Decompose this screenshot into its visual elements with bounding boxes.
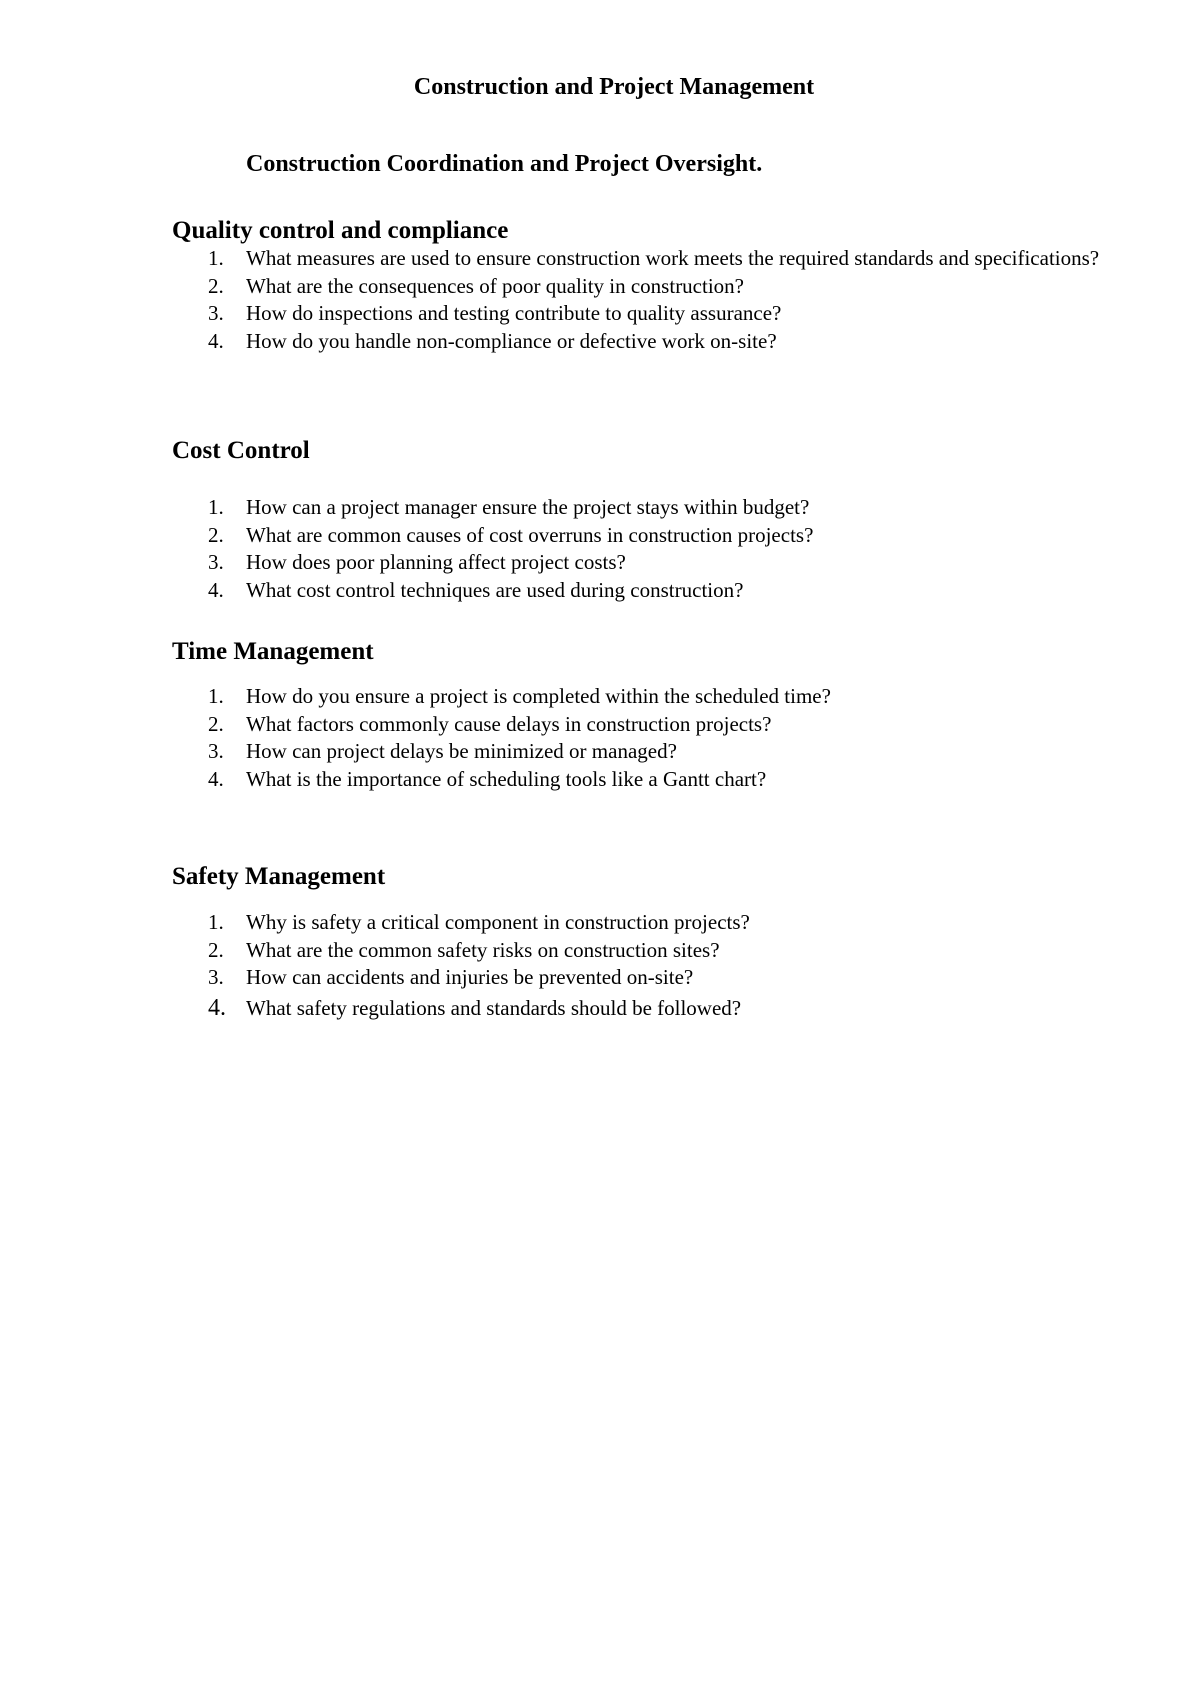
question-text: How can a project manager ensure the project stays within budget? [246, 495, 810, 519]
list-item [172, 577, 1102, 605]
document-subtitle: Construction Coordination and Project Oversight. [246, 151, 763, 177]
question-list-quality [172, 245, 1102, 355]
list-number: 1. [208, 495, 224, 519]
list-number: 3. [208, 965, 224, 989]
list-number: 3. [208, 550, 224, 574]
list-item [172, 300, 1102, 328]
list-item [172, 711, 1102, 739]
document-title: Construction and Project Management [413, 74, 815, 100]
question-text: Why is safety a critical component in construction projects? [246, 910, 750, 934]
list-item [172, 549, 1102, 577]
list-number: 4. [208, 577, 224, 602]
section-heading-time: Time Management [172, 638, 374, 665]
question-text: How do you ensure a project is completed within the scheduled time? [246, 684, 831, 708]
list-item [172, 909, 1102, 937]
list-number: 1. [208, 246, 224, 270]
list-number: 1. [208, 910, 224, 934]
list-item [172, 273, 1102, 301]
section-heading-quality: Quality control and compliance [172, 217, 509, 244]
question-text: What are common causes of cost overruns in construction projects? [246, 522, 814, 547]
list-item [172, 766, 1102, 794]
question-list-cost [172, 494, 1102, 604]
list-item [172, 494, 1102, 522]
question-text: What safety regulations and standards should be followed? [246, 995, 742, 1020]
question-text: How do inspections and testing contribute to quality assurance? [246, 301, 782, 325]
list-number: 4. [208, 994, 226, 1021]
question-text: What cost control techniques are used during construction? [246, 577, 744, 602]
question-text: How do you handle non-compliance or defective work on-site? [246, 328, 777, 353]
list-item [172, 522, 1102, 550]
list-number: 1. [208, 684, 224, 708]
question-text: How does poor planning affect project costs? [246, 550, 626, 574]
list-number: 2. [208, 273, 224, 298]
list-item [172, 992, 1102, 1025]
list-item [172, 937, 1102, 965]
section-heading-cost: Cost Control [172, 437, 310, 464]
list-number: 2. [208, 522, 224, 547]
list-item [172, 683, 1102, 711]
question-text: What are the consequences of poor quality in construction? [246, 273, 744, 298]
list-number: 3. [208, 301, 224, 325]
question-text: How can accidents and injuries be prevented on-site? [246, 965, 694, 989]
list-item [172, 738, 1102, 766]
section-heading-safety: Safety Management [172, 863, 386, 890]
list-item [172, 245, 1102, 273]
question-list-safety [172, 909, 1102, 1025]
question-text: How can project delays be minimized or managed? [246, 739, 677, 763]
question-text: What measures are used to ensure construction work meets the required standards and specifications? [246, 246, 1100, 270]
list-number: 2. [208, 711, 224, 736]
question-text: What factors commonly cause delays in construction projects? [246, 711, 772, 736]
list-item [172, 964, 1102, 992]
list-number: 2. [208, 937, 224, 962]
list-item [172, 328, 1102, 356]
question-text: What are the common safety risks on construction sites? [246, 937, 720, 962]
list-number: 4. [208, 328, 224, 353]
list-number: 3. [208, 739, 224, 763]
question-list-time [172, 683, 1102, 793]
question-text: What is the importance of scheduling tools like a Gantt chart? [246, 766, 767, 791]
list-number: 4. [208, 766, 224, 791]
